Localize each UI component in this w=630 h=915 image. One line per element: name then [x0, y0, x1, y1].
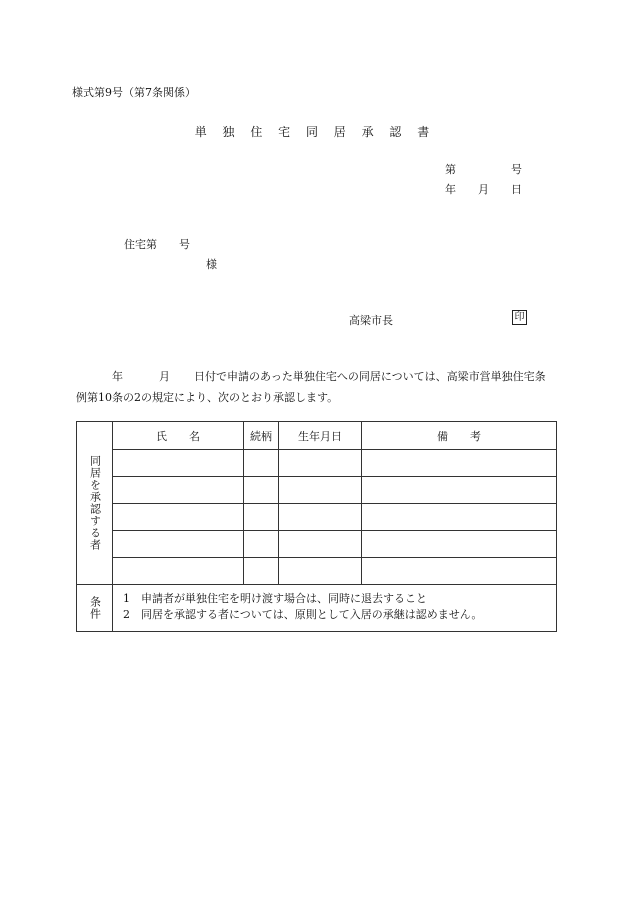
birthdate-cell[interactable] — [279, 504, 362, 531]
relationship-cell[interactable] — [244, 558, 279, 585]
conditions-row — [77, 585, 557, 632]
relationship-cell[interactable] — [244, 531, 279, 558]
mayor-title: 高梁市長 — [349, 314, 393, 327]
table-header-row — [77, 422, 557, 450]
remarks-cell[interactable] — [362, 504, 557, 531]
header-birthdate: 生年月日 — [279, 422, 362, 450]
addressee-honorific: 様 — [206, 258, 217, 271]
relationship-cell[interactable] — [244, 477, 279, 504]
relationship-cell[interactable] — [244, 504, 279, 531]
condition-item: 1 申請者が単独住宅を明け渡す場合は、同時に退去すること — [123, 592, 427, 605]
form-number: 様式第9号（第7条関係） — [72, 86, 196, 99]
birthdate-cell[interactable] — [279, 477, 362, 504]
name-cell[interactable] — [113, 558, 244, 585]
remarks-cell[interactable] — [362, 531, 557, 558]
housing-number-line: 住宅第 号 — [124, 238, 190, 251]
seal-icon: 印 — [512, 310, 527, 325]
name-cell[interactable] — [113, 477, 244, 504]
birthdate-cell[interactable] — [279, 558, 362, 585]
name-cell[interactable] — [113, 504, 244, 531]
conditions-label: 条件 — [77, 585, 113, 632]
header-name: 氏 名 — [113, 422, 244, 450]
table-row — [77, 477, 557, 504]
issue-date-line: 年 月 日 — [445, 183, 522, 196]
document-title: 単 独 住 宅 同 居 承 認 書 — [194, 125, 436, 139]
remarks-cell[interactable] — [362, 477, 557, 504]
document-number-line: 第 号 — [445, 163, 522, 176]
header-remarks: 備 考 — [362, 422, 557, 450]
statement-month: 月 — [159, 370, 170, 383]
remarks-cell[interactable] — [362, 558, 557, 585]
table-row — [77, 450, 557, 477]
statement-text: 日付で申請のあった単独住宅への同居については、高梁市営単独住宅条例第10条の2の規定により、次のとおり承認します。 — [76, 370, 546, 404]
name-cell[interactable] — [113, 531, 244, 558]
header-relationship: 続柄 — [244, 422, 279, 450]
statement-year: 年 — [112, 370, 123, 383]
conditions-text — [113, 585, 557, 632]
cohabitant-table — [76, 421, 557, 632]
approval-statement — [76, 366, 556, 408]
relationship-cell[interactable] — [244, 450, 279, 477]
name-cell[interactable] — [113, 450, 244, 477]
cohabitant-side-label: 同居を承認する者 — [77, 422, 113, 585]
birthdate-cell[interactable] — [279, 450, 362, 477]
birthdate-cell[interactable] — [279, 531, 362, 558]
condition-item: 2 同居を承認する者については、原則として入居の承継は認めません。 — [123, 608, 483, 621]
remarks-cell[interactable] — [362, 450, 557, 477]
table-row — [77, 531, 557, 558]
table-row — [77, 504, 557, 531]
table-row — [77, 558, 557, 585]
